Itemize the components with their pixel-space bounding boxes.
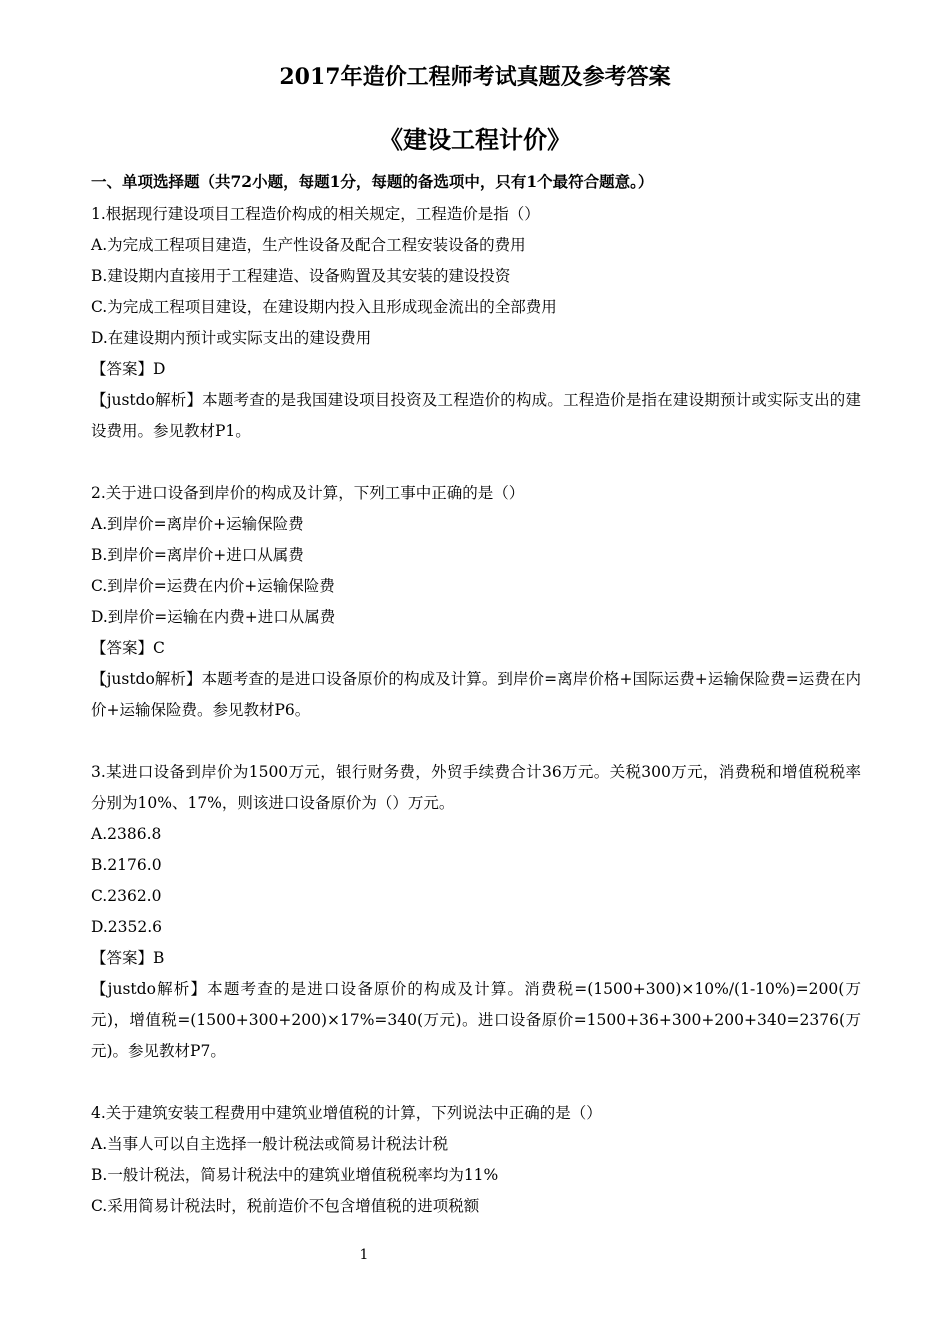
- question-list: [91, 199, 861, 1222]
- question-4: [91, 1098, 861, 1222]
- question-1: [91, 199, 861, 447]
- option-b: B.一般计税法，简易计税法中的建筑业增值税税率均为11%: [91, 1166, 499, 1184]
- answer: 【答案】B: [91, 949, 165, 967]
- spacer: [91, 726, 861, 757]
- option-a: A.当事人可以自主选择一般计税法或简易计税法计税: [91, 1135, 449, 1153]
- option-c: C.到岸价=运费在内价+运输保险费: [91, 577, 335, 595]
- option-a: A.为完成工程项目建造，生产性设备及配合工程安装设备的费用: [91, 236, 526, 254]
- option-b: B.建设期内直接用于工程建造、设备购置及其安装的建设投资: [91, 267, 511, 285]
- option-d: D.到岸价=运输在内费+进口从属费: [91, 608, 336, 626]
- question-stem: 4.关于建筑安装工程费用中建筑业增值税的计算，下列说法中正确的是（）: [91, 1104, 602, 1122]
- spacer: [91, 447, 861, 478]
- option-c: C.2362.0: [91, 887, 162, 905]
- question-stem: 2.关于进口设备到岸价的构成及计算，下列工事中正确的是（）: [91, 484, 525, 502]
- question-stem: 1.根据现行建设项目工程造价构成的相关规定，工程造价是指（）: [91, 205, 540, 223]
- option-b: B.2176.0: [91, 856, 162, 874]
- option-d: D.2352.6: [91, 918, 163, 936]
- answer: 【答案】D: [91, 360, 166, 378]
- analysis: 【justdo解析】本题考查的是进口设备原价的构成及计算。消费税=(1500+300)×10%/(1-10%)=200(万元)，增值税=(1500+300+200)×17%=340(万元)。进口设备原价=1500+36+300+200+340=2376(万元)。参见教材P7。: [91, 980, 861, 1060]
- section-heading: 一、单项选择题（共72小题，每题1分，每题的备选项中，只有1个最符合题意。）: [91, 172, 654, 191]
- spacer: [91, 1067, 861, 1098]
- option-c: C.为完成工程项目建设，在建设期内投入且形成现金流出的全部费用: [91, 298, 557, 316]
- option-a: A.2386.8: [91, 825, 162, 843]
- answer: 【答案】C: [91, 639, 165, 657]
- option-a: A.到岸价=离岸价+运输保险费: [91, 515, 304, 533]
- document-title: 2017年造价工程师考试真题及参考答案: [279, 64, 671, 90]
- question-stem: 3.某进口设备到岸价为1500万元，银行财务费，外贸手续费合计36万元。关税300万元，消费税和增值税税率分别为10%、17%，则该进口设备原价为（）万元。: [91, 763, 861, 812]
- option-c: C.采用简易计税法时，税前造价不包含增值税的进项税额: [91, 1197, 480, 1215]
- analysis: 【justdo解析】本题考查的是我国建设项目投资及工程造价的构成。工程造价是指在建设期预计或实际支出的建设费用。参见教材P1。: [91, 391, 861, 440]
- option-d: D.在建设期内预计或实际支出的建设费用: [91, 329, 372, 347]
- page-number: 1: [359, 1247, 369, 1263]
- analysis: 【justdo解析】本题考查的是进口设备原价的构成及计算。到岸价=离岸价格+国际运费+运输保险费=运费在内价+运输保险费。参见教材P6。: [91, 670, 861, 719]
- option-b: B.到岸价=离岸价+进口从属费: [91, 546, 304, 564]
- question-2: [91, 478, 861, 726]
- document-subtitle: 《建设工程计价》: [379, 125, 571, 154]
- question-3: [91, 757, 861, 1067]
